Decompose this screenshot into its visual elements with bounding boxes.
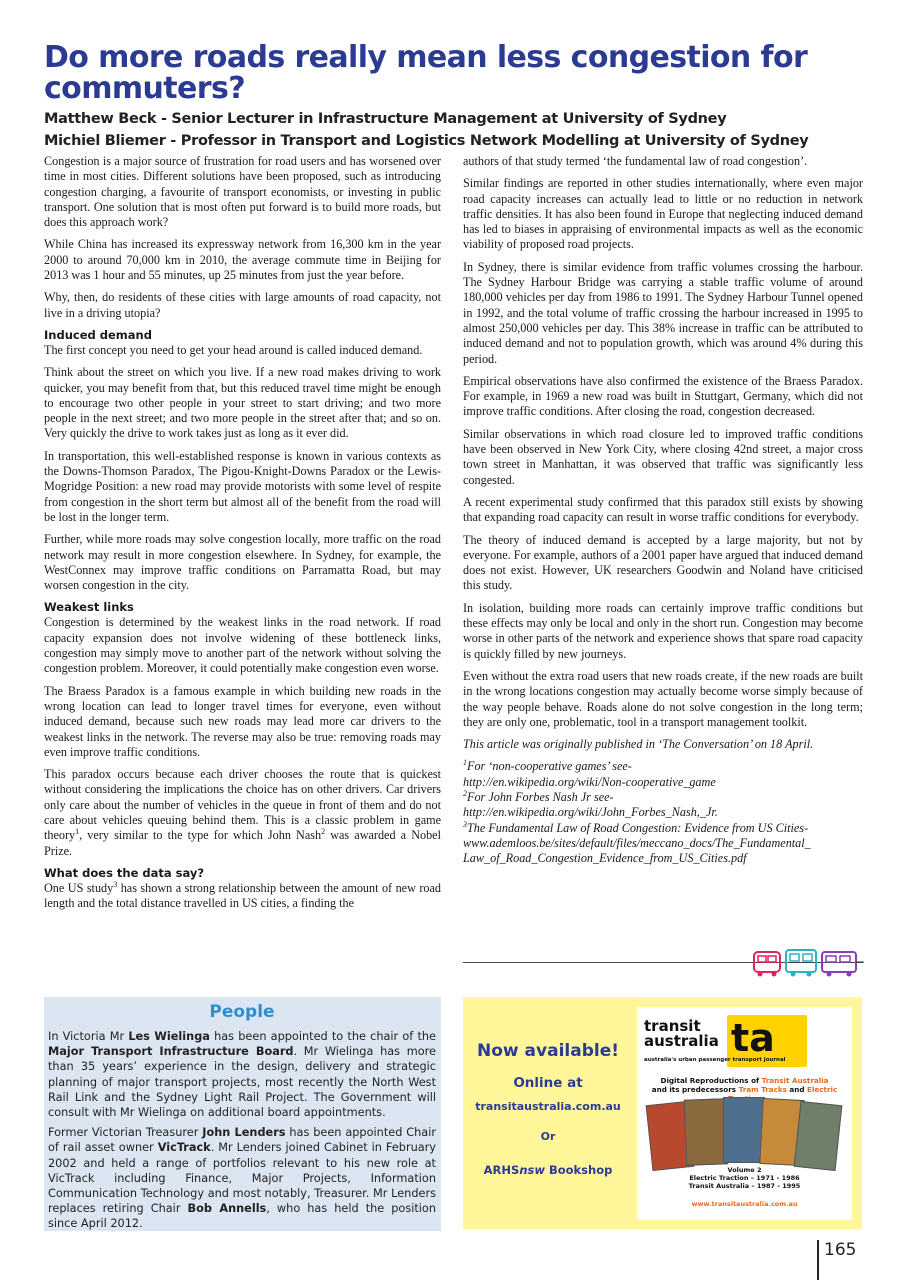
footnote-text: The Fundamental Law of Road Congestion: Evidence from US Cities- bbox=[467, 820, 809, 835]
paragraph: Why, then, do residents of these cities with large amounts of road capacity, not live in a driving utopia? bbox=[44, 290, 441, 320]
advert-now-available: Now available! bbox=[477, 1041, 619, 1061]
author-line-1: Matthew Beck - Senior Lecturer in Infrastructure Management at University of Sydney bbox=[44, 111, 727, 127]
volume-title: Volume 2 bbox=[727, 1166, 762, 1174]
footnote-3 bbox=[463, 821, 863, 836]
paragraph: Congestion is determined by the weakest links in the road network. If road capacity expansion does not involve widening of these bottleneck links, congestion may simply move to another part of the network without solving the congestion problem. Moreover, it could potentially make congestion even worse. bbox=[44, 615, 441, 676]
footnote-number: 3 bbox=[463, 819, 467, 829]
magazine-cover bbox=[794, 1101, 843, 1171]
volume-line: Electric Traction – 1971 - 1986 bbox=[689, 1174, 800, 1182]
people-text: has been appointed Chair of rail asset owner bbox=[48, 1126, 436, 1155]
footnote-1-url[interactable]: http://en.wikipedia.org/wiki/Non-cooperative_game bbox=[463, 774, 716, 789]
footnote-ref: 3 bbox=[113, 879, 118, 889]
article-column-left bbox=[44, 154, 441, 918]
desc-highlight: Transit Australia bbox=[761, 1076, 829, 1085]
section-heading-induced-demand: Induced demand bbox=[44, 327, 152, 342]
page-number: 165 bbox=[824, 1240, 857, 1260]
person-name: Bob Annells bbox=[187, 1202, 267, 1216]
advert-online-at: Online at bbox=[513, 1075, 583, 1091]
transport-vehicles-icon bbox=[752, 946, 864, 978]
paragraph bbox=[44, 767, 441, 859]
paragraph: In transportation, this well-established response is known in various contexts as the Downs-Thomson Paradox, The Pigou-Knight-Downs Paradox or the Lewis-Mogridge Position: a new road may provide motorists with some level of respite from congestion in the short term but almost all of the benefit from the road will be lost in the longer term. bbox=[44, 448, 441, 524]
paragraph bbox=[44, 881, 441, 912]
logo-subtitle: australia's urban passenger transport journal bbox=[644, 1057, 786, 1063]
transit-australia-logo bbox=[644, 1019, 719, 1049]
people-box bbox=[44, 997, 441, 1231]
magazine-cover bbox=[684, 1098, 728, 1165]
paragraph-text: was awarded a Nobel Prize. bbox=[44, 828, 441, 858]
organisation-name: Major Transport Infrastructure Board bbox=[48, 1045, 294, 1059]
paragraph-text: has shown a strong relationship between the amount of new road length and the total distance travelled in US cities, a finding the bbox=[44, 880, 442, 911]
desc-text: and its predecessors bbox=[651, 1085, 739, 1094]
people-paragraph bbox=[48, 1125, 436, 1231]
article-title: Do more roads really mean less congestion for commuters? bbox=[44, 40, 808, 106]
advert-website-link[interactable]: transitaustralia.com.au bbox=[475, 1100, 621, 1113]
article-column-right bbox=[463, 154, 863, 866]
footnote-number: 2 bbox=[463, 788, 467, 798]
paragraph: Similar observations in which road closure led to improved traffic conditions have been observed in New York City, where closing 42nd street, a major cross town street in Manhattan, it was observed that traffic was significantly less congested. bbox=[463, 426, 863, 487]
person-name: Les Wielinga bbox=[128, 1030, 210, 1043]
paragraph: Further, while more roads may solve congestion locally, more traffic on the road network may result in more congestion elsewhere. In Sydney, for example, the WestConnex may improve traffic conditions on Parramatta Road, but may worsen congestion in the city. bbox=[44, 532, 441, 593]
bookshop-name: Bookshop bbox=[544, 1163, 613, 1177]
paragraph: The first concept you need to get your head around is called induced demand. bbox=[44, 342, 423, 357]
paragraph-text: , very similar to the type for which John Nash bbox=[79, 828, 322, 843]
footnote-text: For ‘non-cooperative games’ see- bbox=[467, 759, 632, 774]
people-paragraph bbox=[48, 1029, 436, 1120]
paragraph-text: This paradox occurs because each driver chooses the route that is quickest without considering the implications the choice has on other drivers. Car drivers only care about the number of vehicles in the queue in front of them and do not care about vehicles queuing behind them. This is a classic problem in game theory bbox=[44, 767, 441, 843]
page-number-bar bbox=[817, 1240, 819, 1280]
person-name: John Lenders bbox=[202, 1126, 286, 1140]
paragraph: The Braess Paradox is a famous example in which building new roads in the wrong location can lead to longer travel times for everyone, even without induced demand, because such new roads may lead more car drivers to the weakest links in the network. The reverse may also be true: removing roads may even improve traffic conditions. bbox=[44, 683, 441, 759]
people-heading: People bbox=[209, 1002, 275, 1022]
paragraph: Congestion is a major source of frustration for road users and has worsened over time in most cities. Different solutions have been proposed, such as introducing congestion charging, a favourite of transport economists, or investing in public transport. One solution that is most often put forward is to build more roads, but does this approach work? bbox=[44, 154, 441, 230]
footnote-text: For John Forbes Nash Jr see- bbox=[467, 789, 614, 804]
bookshop-name: nsw bbox=[519, 1163, 545, 1177]
paragraph: The theory of induced demand is accepted by a large majority, but not by everyone. For example, authors of a 2001 paper have argued that induced demand does not exist. However, UK researchers Goodwin and Noland have criticised this study. bbox=[463, 532, 863, 593]
volume-info bbox=[637, 1166, 852, 1190]
desc-highlight: Electric bbox=[807, 1085, 838, 1094]
section-heading-data: What does the data say? bbox=[44, 865, 205, 880]
magazine-cover bbox=[723, 1097, 765, 1163]
advert-bookshop bbox=[463, 1163, 633, 1177]
logo-text: transit bbox=[644, 1017, 701, 1035]
section-heading-weakest-links: Weakest links bbox=[44, 600, 134, 615]
logo-ta-text: ta bbox=[731, 1016, 775, 1060]
footnote-ref: 1 bbox=[75, 827, 80, 837]
paragraph: Similar findings are reported in other studies internationally, where even major road capacity increases can actually lead to little or no reduction in network traffic densities. It has also been found in Europe that neglecting induced demand has led to biases in appraising of environmental impacts as well as the economic viability of proposed road projects. bbox=[463, 176, 863, 252]
footnote-1 bbox=[463, 759, 863, 774]
paragraph: authors of that study termed ‘the fundamental law of road congestion’. bbox=[463, 154, 808, 168]
paragraph: A recent experimental study confirmed that this paradox still exists by showing that expanding road capacity can result in worse traffic conditions for everybody. bbox=[463, 494, 863, 525]
footnote-number: 1 bbox=[463, 758, 467, 768]
paragraph: Even without the extra road users that new roads create, if the new roads are built in the wrong locations congestion may actually become worse simply because of the way people behave. Roads alone do not solve congestion in the long term; they are only one, problematic, tool in a transport management toolkit. bbox=[463, 668, 863, 729]
publication-note: This article was originally published in ‘The Conversation’ on 18 April. bbox=[463, 737, 814, 752]
people-text: Former Victorian Treasurer bbox=[48, 1126, 203, 1140]
magazine-cover-panel bbox=[637, 1007, 852, 1220]
magazine-website[interactable]: www.transitaustralia.com.au bbox=[691, 1200, 798, 1208]
volume-line: Transit Australia – 1987 - 1995 bbox=[688, 1182, 801, 1190]
transit-australia-advert bbox=[463, 997, 862, 1229]
paragraph: Think about the street on which you live. If a new road makes driving to work quicker, you may benefit from that, but this reduced travel time might be enough to encourage two other people in your street to start driving; and two more people in the next street; and two more people in the street after that; and so on. Very quickly the drive to work takes just as long as it ever did. bbox=[44, 365, 441, 441]
paragraph: While China has increased its expressway network from 16,300 km in the year 2000 to around 70,000 km in 2010, the average commute time in Beijing for 2013 was 1 hour and 55 minutes, up 25 minutes from just the year before. bbox=[44, 237, 441, 283]
paragraph: In isolation, building more roads can certainly improve traffic conditions but these effects may only be local and only in the short run. Congestion may become worse in other parts of the network and experience shows that spare road capacity is quickly filled by new journeys. bbox=[463, 600, 863, 661]
footnote-2 bbox=[463, 790, 863, 805]
author-line-2: Michiel Bliemer - Professor in Transport and Logistics Network Modelling at University of Sydney bbox=[44, 133, 809, 149]
logo-text: australia bbox=[644, 1032, 719, 1050]
advert-or: Or bbox=[540, 1130, 556, 1143]
people-text: , who has held the position since April 2012. bbox=[48, 1202, 437, 1231]
organisation-name: VicTrack bbox=[157, 1141, 211, 1155]
paragraph: In Sydney, there is similar evidence from traffic volumes crossing the harbour. The Sydney Harbour Bridge was carrying a stable traffic volume of around 180,000 vehicles per day from 1986 to 1991. The Sydney Harbour Tunnel opened in 1992, and the total volume of traffic crossing the harbour increased in 1995 to almost 250,000 vehicles per day. This 38% increase in traffic can be attributed to induced demand and not to population growth, which was around 4% during this period. bbox=[463, 259, 863, 366]
footnote-3-url[interactable]: www.ademloos.be/sites/default/files/meccano_docs/The_Fundamental_ Law_of_Road_Congestion_Evidence_from_US_Cities.pdf bbox=[463, 835, 811, 866]
people-text: . Mr Wielinga has more than 35 years’ experience in the design, delivery and strategic planning of major transport projects, most recently the North West Rail Link and the Sydney Light Rail Project. The Government will consult with Mr Wielinga on additional board appointments. bbox=[48, 1045, 436, 1120]
people-text: In Victoria Mr bbox=[48, 1030, 129, 1043]
paragraph-text: One US study bbox=[44, 880, 114, 895]
paragraph: Empirical observations have also confirmed the existence of the Braess Paradox. For example, in 1969 a new road was built in Stuttgart, Germany, which did not improve traffic conditions. After closing the road, congestion decreased. bbox=[463, 373, 863, 419]
people-text: has been appointed to the chair of the bbox=[209, 1030, 436, 1043]
desc-text: and bbox=[786, 1085, 808, 1094]
people-text: . Mr Lenders joined Cabinet in February 2002 and held a range of portfolios relevant to his new role at VicTrack including Finance, Major Projects, Information Communication Technology and most notably, Treasurer. Mr Lenders replaces retiring Chair bbox=[48, 1141, 436, 1216]
desc-highlight: Tram Tracks bbox=[738, 1085, 787, 1094]
footnote-ref: 2 bbox=[321, 827, 326, 837]
footnote-2-url[interactable]: http://en.wikipedia.org/wiki/John_Forbes_Nash,_Jr. bbox=[463, 805, 718, 820]
desc-text: Digital Reproductions of bbox=[660, 1076, 762, 1085]
bookshop-name: ARHS bbox=[483, 1163, 520, 1177]
